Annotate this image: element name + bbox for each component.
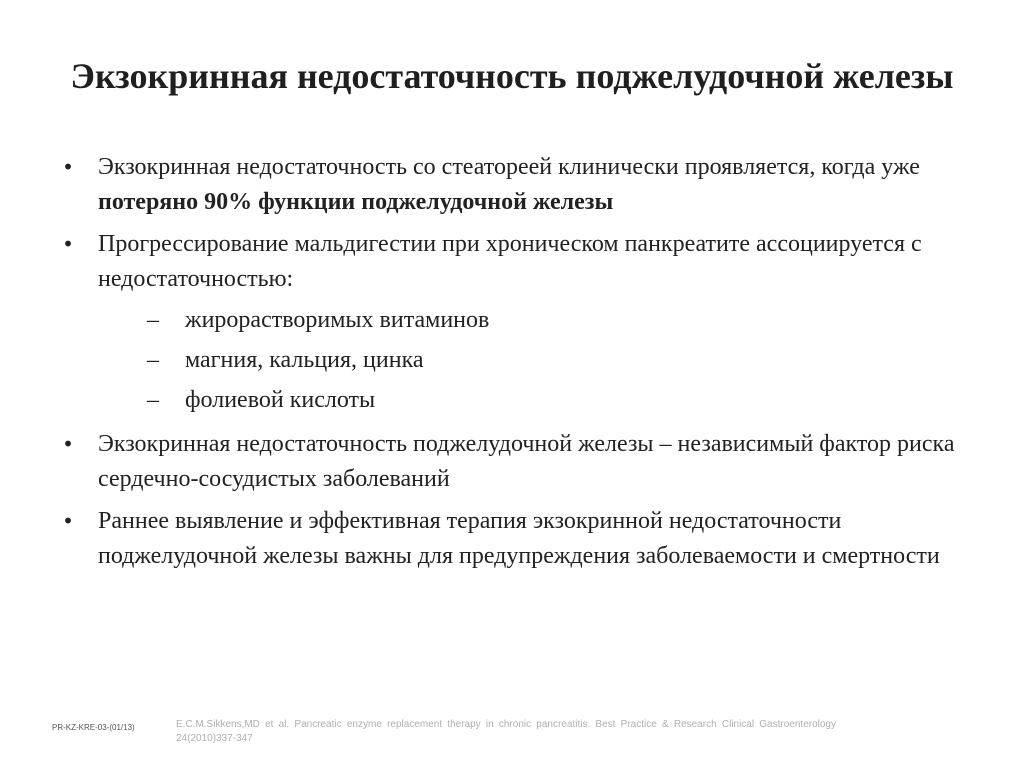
bullet-item [58,227,978,420]
bullet-text: Экзокринная недостаточность со стеатореей клинически проявляется, когда уже [98,154,920,180]
footer-document-code: PR-KZ-KRE-03-(01/13) [52,723,135,732]
dash-marker: – [147,307,159,333]
sub-item-text: магния, кальция, цинка [185,347,424,373]
bullet-text: Экзокринная недостаточность поджелудочной железы – независимый фактор риска сердечно-сосудистых заболеваний [98,431,955,492]
bullet-text: Прогрессирование мальдигестии при хроническом панкреатите ассоциируется с недостаточностью: [98,231,922,292]
dash-marker: – [147,347,159,373]
bullet-item [58,427,978,497]
bullet-marker: • [62,509,74,533]
sub-item-text: жирорастворимых витаминов [185,307,490,333]
sub-list-item [98,300,978,340]
footer-reference: E.C.M.Sikkens,MD et al. Pancreatic enzyme replacement therapy in chronic pancreatitis. Best Practice & Research Clinical Gastroenterology 24(2010)337-347 [176,719,836,744]
bullet-marker: • [62,232,74,256]
dash-marker: – [147,387,159,413]
sub-list-item [98,380,978,420]
bullet-marker: • [62,155,74,179]
bullet-text: Раннее выявление и эффективная терапия экзокринной недостаточности поджелудочной железы важны для предупреждения заболеваемости и смертности [98,508,940,569]
sub-list [98,300,978,420]
bullet-marker: • [62,432,74,456]
bullet-item [58,150,978,220]
bullet-item [58,504,978,574]
bullet-bold-text: потеряно 90% функции поджелудочной железы [98,189,614,215]
slide-title: Экзокринная недостаточность поджелудочной железы [70,56,954,96]
sub-list-item [98,340,978,380]
sub-item-text: фолиевой кислоты [185,387,376,413]
bullet-list [58,150,978,581]
